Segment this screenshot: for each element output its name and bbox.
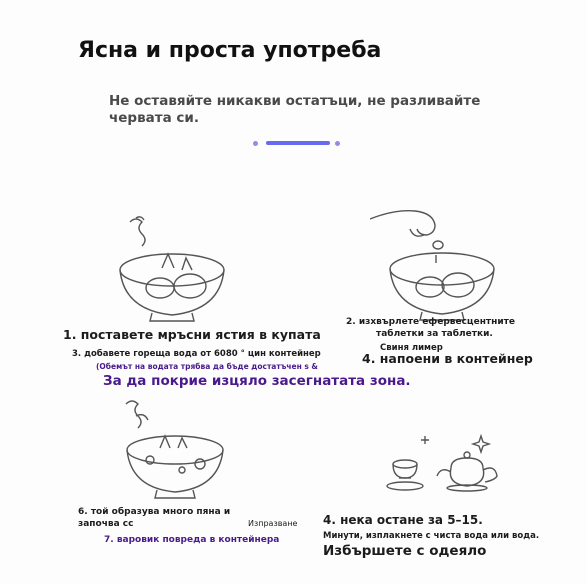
bowl-with-dishes-icon [112, 212, 232, 327]
teapot-cups-icon [385, 430, 505, 495]
divider [253, 139, 343, 147]
step-2-text-c: Свиня лимер [380, 343, 443, 353]
step-4b-text: 4. нека остане за 5–15. [323, 513, 483, 527]
step-7-text: 7. варовик повреда в контейнера [104, 535, 280, 545]
step-1-text: 1. поставете мръсни ястия в купата [63, 327, 321, 342]
hand-dropping-tablet-icon [370, 205, 505, 325]
step-3-text: 3. добавете гореща вода от 6080 ° цин контейнер [72, 349, 321, 359]
step-6-text-b: започва сс [78, 519, 134, 529]
step-2-text-a: 2. изхвърлете ефервесцентните [346, 317, 515, 327]
step-4b-text-a: Минути, изплакнете с чиста вода или вода. [323, 531, 540, 541]
step-3-big-text: За да покрие изцяло засегнатата зона. [103, 373, 411, 389]
step-6-text-c: Изпразване [248, 519, 298, 528]
steaming-bowl-foam-icon [120, 398, 230, 503]
step-4-text: 4. напоени в контейнер [362, 351, 533, 366]
step-6-text-a: 6. той образува много пяна и [78, 507, 231, 517]
page-title: Ясна и проста употреба [78, 38, 382, 63]
step-2-text-b: таблетки за таблетки. [376, 329, 493, 339]
step-3-note: (Обемът на водата трябва да бъде достатъчен s & [96, 362, 318, 371]
page-subtitle: Не оставяйте никакви остатъци, не разливайте червата си. [109, 93, 481, 126]
step-4b-text-b: Избършете с одеяло [323, 543, 487, 559]
